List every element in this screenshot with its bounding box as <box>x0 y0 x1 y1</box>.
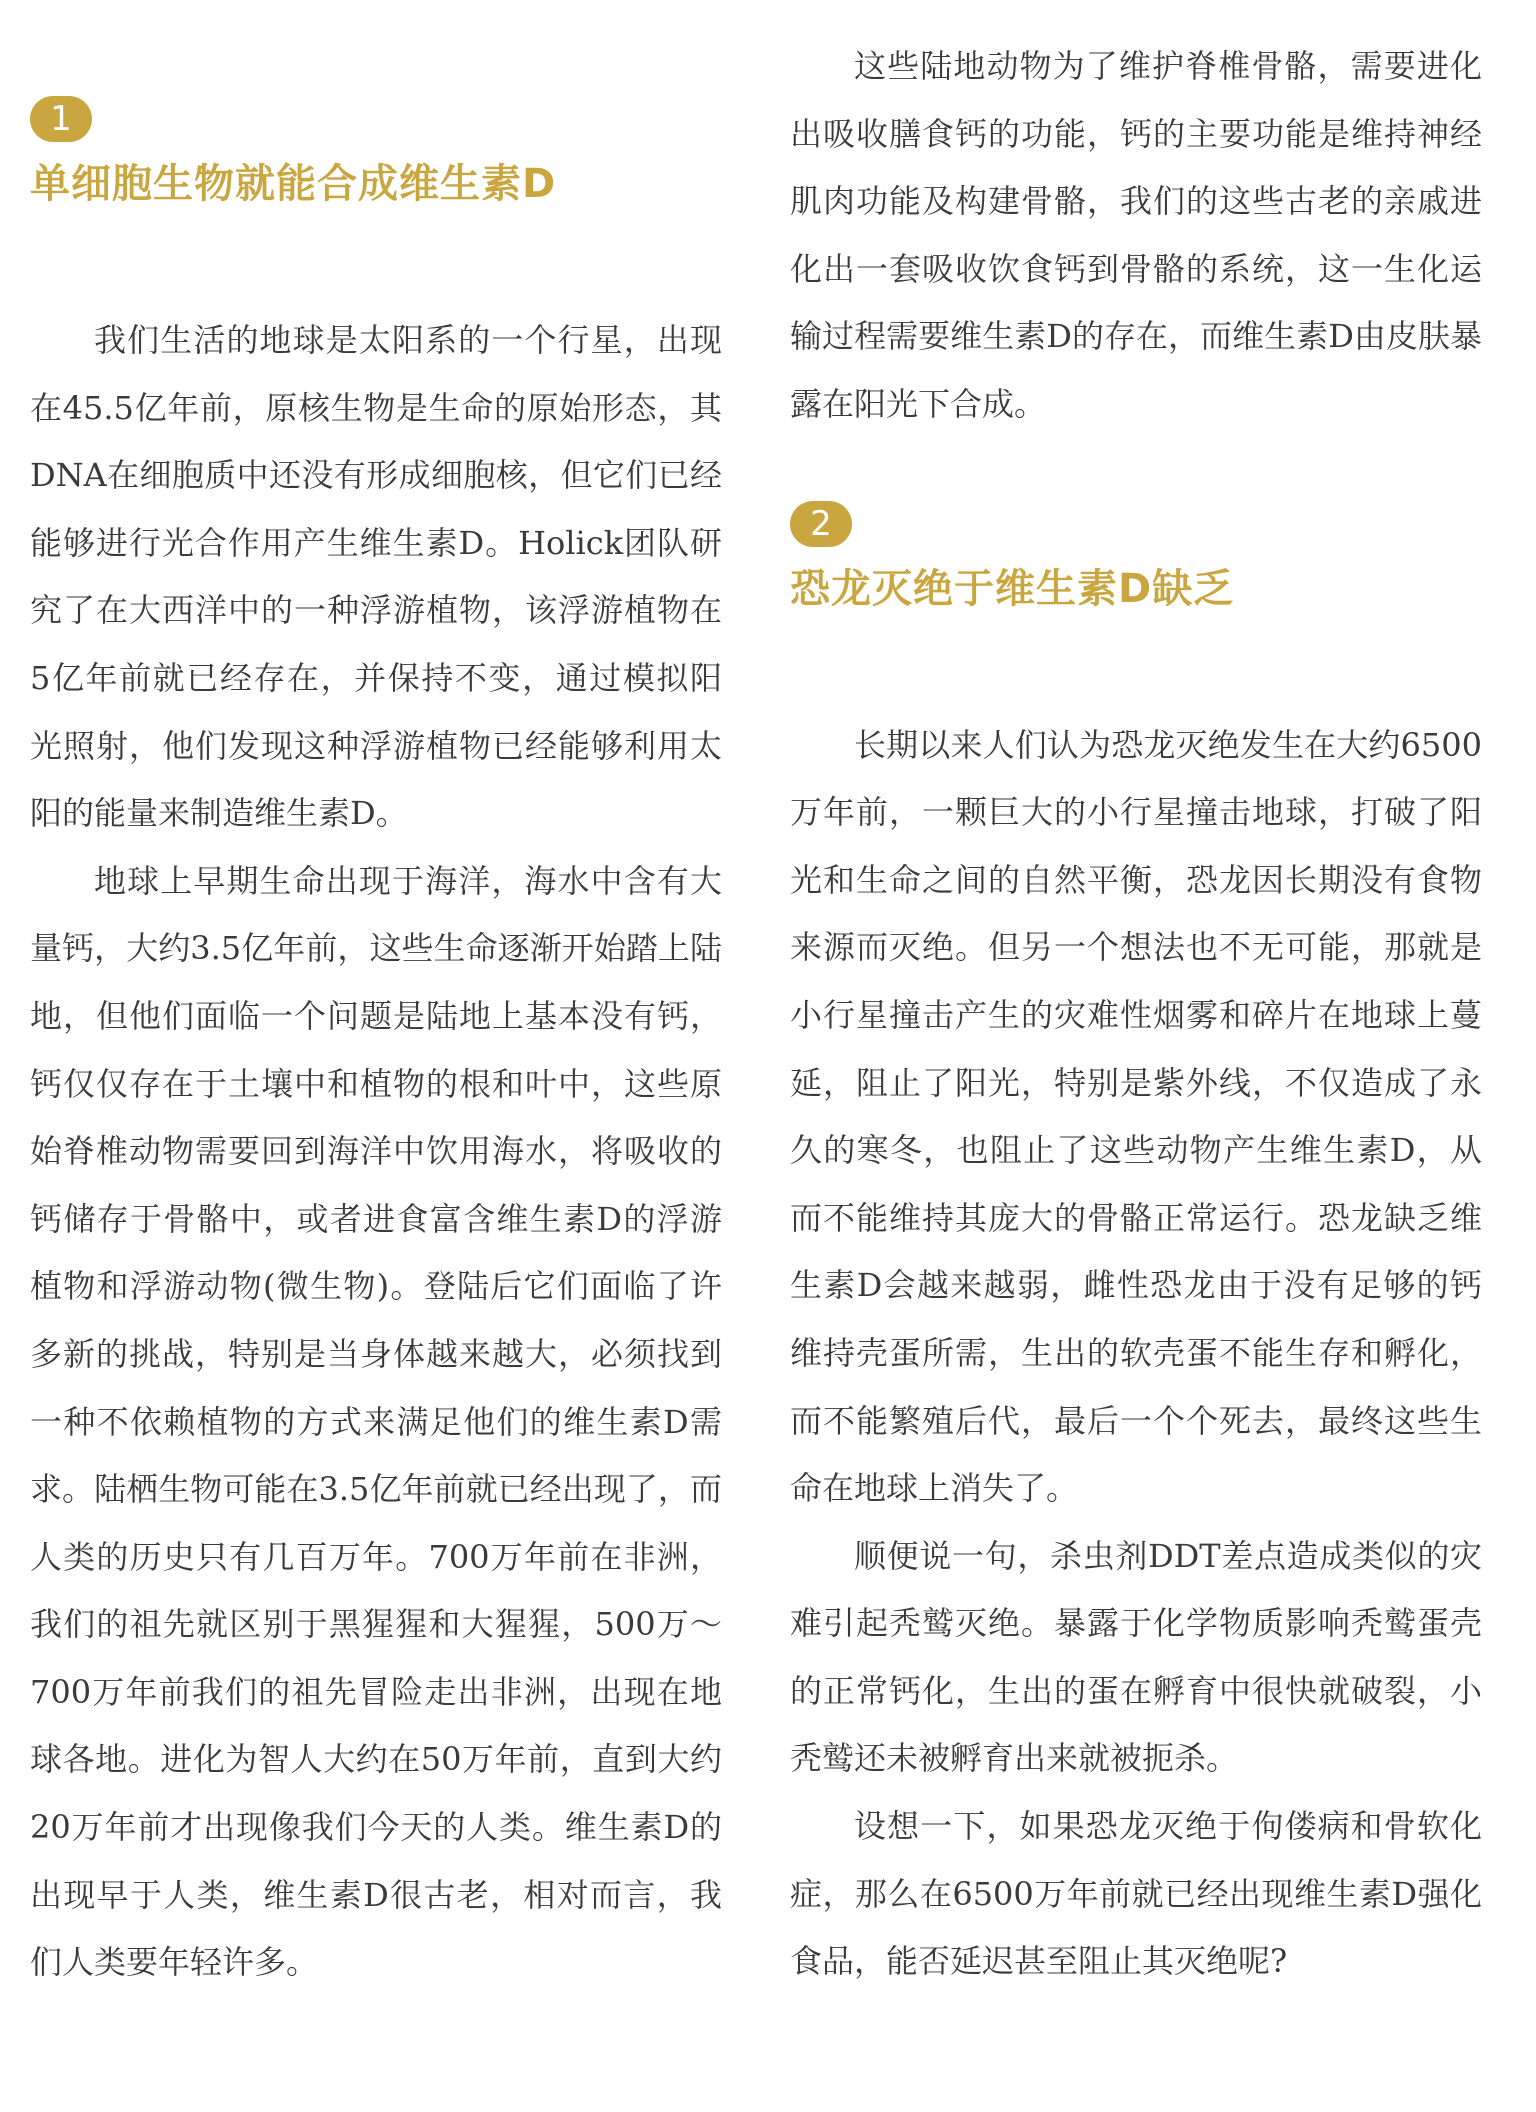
paragraph: 设想一下，如果恐龙灭绝于佝偻病和骨软化症，那么在6500万年前就已经出现维生素D强化食品，能否延迟甚至阻止其灭绝呢? <box>790 1807 1482 1981</box>
left-column <box>30 0 722 1997</box>
section-number-badge: 1 <box>30 96 92 142</box>
paragraph: 顺便说一句，杀虫剂DDT差点造成类似的灾难引起秃鹫灭绝。暴露于化学物质影响秃鹫蛋壳的正常钙化，生出的蛋在孵育中很快就破裂，小秃鹫还未被孵育出来就被扼杀。 <box>790 1536 1482 1778</box>
section-2-header <box>790 501 1482 617</box>
section-number-badge: 2 <box>790 501 852 547</box>
paragraph: 长期以来人们认为恐龙灭绝发生在大约6500万年前，一颗巨大的小行星撞击地球，打破了阳光和生命之间的自然平衡，恐龙因长期没有食物来源而灭绝。但另一个想法也不无可能，那就是小行星撞击产生的灾难性烟雾和碎片在地球上蔓延，阻止了阳光，特别是紫外线，不仅造成了永久的寒冬，也阻止了这些动物产生维生素D，从而不能维持其庞大的骨骼正常运行。恐龙缺乏维生素D会越来越弱，雌性恐龙由于没有足够的钙维持壳蛋所需，生出的软壳蛋不能生存和孵化，而不能繁殖后代，最后一个个死去，最终这些生命在地球上消失了。 <box>790 725 1482 1508</box>
section-title: 单细胞生物就能合成维生素D <box>30 161 557 207</box>
section-title: 恐龙灭绝于维生素D缺乏 <box>790 565 1235 612</box>
paragraph: 地球上早期生命出现于海洋，海水中含有大量钙，大约3.5亿年前，这些生命逐渐开始踏上陆地，但他们面临一个问题是陆地上基本没有钙，钙仅仅存在于土壤中和植物的根和叶中，这些原始脊椎动物需要回到海洋中饮用海水，将吸收的钙储存于骨骼中，或者进食富含维生素D的浮游植物和浮游动物(微生物)。登陆后它们面临了许多新的挑战，特别是当身体越来越大，必须找到一种不依赖植物的方式来满足他们的维生素D需求。陆栖生物可能在3.5亿年前就已经出现了，而人类的历史只有几百万年。700万年前在非洲，我们的祖先就区别于黑猩猩和大猩猩，500万～700万年前我们的祖先冒险走出非洲，出现在地球各地。进化为智人大约在50万年前，直到大约20万年前才出现像我们今天的人类。维生素D的出现早于人类，维生素D很古老，相对而言，我们人类要年轻许多。 <box>30 861 722 1982</box>
paragraph: 我们生活的地球是太阳系的一个行星，出现在45.5亿年前，原核生物是生命的原始形态，其DNA在细胞质中还没有形成细胞核，但它们已经能够进行光合作用产生维生素D。Holick团队研究了在大西洋中的一种浮游植物，该浮游植物在5亿年前就已经存在，并保持不变，通过模拟阳光照射，他们发现这种浮游植物已经能够利用太阳的能量来制造维生素D。 <box>30 321 722 833</box>
section-1-header <box>30 96 722 212</box>
right-column <box>790 0 1482 1996</box>
paragraph: 这些陆地动物为了维护脊椎骨骼，需要进化出吸收膳食钙的功能，钙的主要功能是维持神经肌肉功能及构建骨骼，我们的这些古老的亲戚进化出一套吸收饮食钙到骨骼的系统，这一生化运输过程需要维生素D的存在，而维生素D由皮肤暴露在阳光下合成。 <box>790 47 1482 423</box>
